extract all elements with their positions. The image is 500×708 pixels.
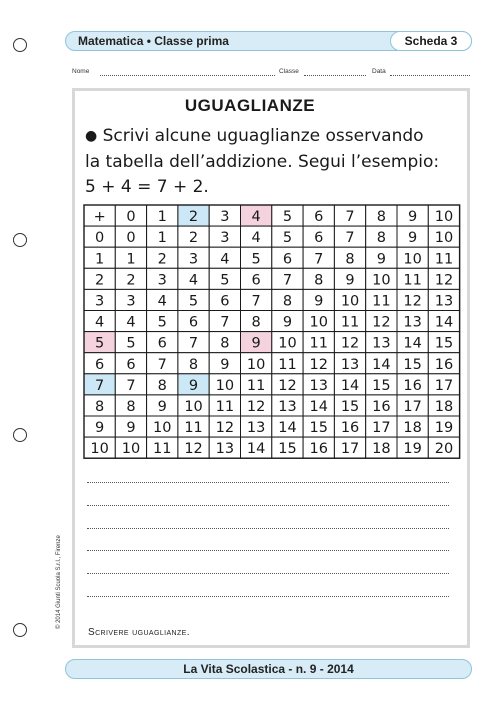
copyright-notice: © 2014 Giunti Scuola S.r.l., Firenze <box>56 535 62 629</box>
writing-line[interactable] <box>87 596 449 597</box>
table-cell: 6 <box>282 251 293 268</box>
table-column-header: 6 <box>314 209 324 226</box>
table-cell: 11 <box>434 251 454 268</box>
table-column-header: 4 <box>251 209 261 226</box>
table-cell: 4 <box>188 272 199 289</box>
subject-label: Matematica • Classe prima <box>78 34 229 48</box>
table-cell: 5 <box>282 230 293 247</box>
table-cell: 11 <box>309 335 328 352</box>
table-cell: 14 <box>372 356 391 373</box>
table-cell: 18 <box>434 398 454 415</box>
table-row-header: 7 <box>95 377 105 394</box>
instruction-line-3: 5 + 4 = 7 + 2. <box>85 177 209 197</box>
table-cell: 11 <box>403 272 422 289</box>
table-cell: 4 <box>157 293 167 310</box>
table-cell: 4 <box>126 314 136 331</box>
table-cell: 5 <box>126 335 136 352</box>
date-label: Data <box>372 68 386 75</box>
table-cell: 2 <box>188 230 199 247</box>
table-cell: 9 <box>314 293 324 310</box>
table-cell: 16 <box>340 420 360 437</box>
table-cell: 15 <box>278 441 297 458</box>
table-cell: 10 <box>121 441 141 458</box>
table-cell: 7 <box>282 272 293 289</box>
table-cell: 18 <box>372 441 391 458</box>
table-column-header: 9 <box>408 209 418 226</box>
instruction-line-2: la tabella dell’addizione. Segui l’esempio: <box>85 152 440 172</box>
table-cell: 17 <box>434 377 454 394</box>
table-cell: 13 <box>246 420 266 437</box>
table-cell: 12 <box>215 420 235 437</box>
table-cell: 7 <box>126 377 136 394</box>
table-cell: 17 <box>403 398 422 415</box>
table-cell: 6 <box>157 335 167 352</box>
table-cell: 9 <box>220 356 230 373</box>
table-cell: 14 <box>278 420 297 437</box>
table-cell: 12 <box>246 398 266 415</box>
table-column-header: 2 <box>188 209 199 226</box>
table-cell: 15 <box>309 420 328 437</box>
table-cell: 17 <box>340 441 360 458</box>
table-cell: 13 <box>215 441 235 458</box>
table-cell: 8 <box>314 272 324 289</box>
table-cell: 8 <box>220 335 230 352</box>
table-cell: 12 <box>403 293 422 310</box>
table-cell: 9 <box>126 420 136 437</box>
table-cell: 14 <box>309 398 328 415</box>
table-cell: 8 <box>376 230 386 247</box>
table-cell: 12 <box>372 314 391 331</box>
table-cell: 8 <box>282 293 293 310</box>
writing-line[interactable] <box>87 573 449 574</box>
table-cell: 3 <box>157 272 167 289</box>
name-label: Nome <box>72 68 90 75</box>
sheet-number-badge: Scheda 3 <box>390 31 472 51</box>
table-cell: 9 <box>251 335 261 352</box>
table-corner-plus: + <box>93 209 106 226</box>
table-cell: 14 <box>403 335 422 352</box>
table-row-header: 6 <box>95 356 105 373</box>
table-cell: 10 <box>153 420 172 437</box>
table-row-header: 0 <box>95 230 105 247</box>
table-cell: 4 <box>251 230 261 247</box>
table-cell: 12 <box>309 356 328 373</box>
table-cell: 6 <box>220 293 230 310</box>
writing-line[interactable] <box>87 550 449 551</box>
table-row-header: 3 <box>95 293 105 310</box>
table-column-header: 10 <box>434 209 454 226</box>
table-cell: 20 <box>434 441 454 458</box>
table-cell: 2 <box>157 251 167 268</box>
table-cell: 5 <box>188 293 199 310</box>
table-cell: 19 <box>403 441 422 458</box>
table-row-header: 1 <box>95 251 105 268</box>
table-cell: 15 <box>403 356 422 373</box>
table-cell: 10 <box>340 293 360 310</box>
table-column-header: 1 <box>157 209 167 226</box>
writing-line[interactable] <box>87 482 449 483</box>
table-column-header: 5 <box>282 209 293 226</box>
table-cell: 10 <box>215 377 235 394</box>
table-cell: 14 <box>434 314 454 331</box>
table-cell: 12 <box>278 377 297 394</box>
table-cell: 10 <box>403 251 422 268</box>
table-cell: 16 <box>434 356 454 373</box>
table-row-header: 9 <box>95 420 105 437</box>
table-cell: 11 <box>184 420 203 437</box>
table-cell: 4 <box>220 251 230 268</box>
table-cell: 10 <box>309 314 328 331</box>
table-cell: 6 <box>251 272 261 289</box>
table-cell: 16 <box>309 441 328 458</box>
table-cell: 3 <box>220 230 230 247</box>
table-cell: 5 <box>157 314 167 331</box>
table-cell: 10 <box>434 230 454 247</box>
table-cell: 8 <box>188 356 199 373</box>
table-cell: 7 <box>220 314 230 331</box>
table-cell: 1 <box>126 251 136 268</box>
table-cell: 16 <box>403 377 422 394</box>
bullet-icon: ● <box>85 128 98 144</box>
table-row-header: 4 <box>95 314 105 331</box>
table-cell: 9 <box>188 377 199 394</box>
table-cell: 10 <box>246 356 266 373</box>
table-cell: 13 <box>340 356 360 373</box>
table-cell: 6 <box>314 230 324 247</box>
table-cell: 15 <box>372 377 391 394</box>
table-cell: 9 <box>345 272 355 289</box>
table-cell: 6 <box>188 314 199 331</box>
table-cell: 7 <box>157 356 167 373</box>
table-cell: 13 <box>278 398 297 415</box>
table-cell: 15 <box>434 335 454 352</box>
table-row-header: 8 <box>95 398 105 415</box>
table-row-header: 2 <box>95 272 105 289</box>
table-cell: 17 <box>372 420 391 437</box>
writing-line[interactable] <box>87 505 449 506</box>
table-cell: 8 <box>251 314 261 331</box>
table-cell: 10 <box>278 335 297 352</box>
class-label: Classe <box>279 68 299 75</box>
table-cell: 9 <box>282 314 293 331</box>
table-column-header: 8 <box>376 209 386 226</box>
table-cell: 8 <box>126 398 136 415</box>
table-cell: 11 <box>215 398 235 415</box>
page-title: UGUAGLIANZE <box>184 96 316 115</box>
footer-bar: La Vita Scolastica - n. 9 - 2014 <box>65 659 472 679</box>
table-cell: 14 <box>246 441 266 458</box>
table-cell: 0 <box>126 230 136 247</box>
table-cell: 9 <box>376 251 386 268</box>
table-cell: 7 <box>251 293 261 310</box>
table-cell: 11 <box>372 293 391 310</box>
table-cell: 14 <box>340 377 360 394</box>
table-cell: 7 <box>314 251 324 268</box>
table-cell: 15 <box>340 398 360 415</box>
table-cell: 12 <box>340 335 360 352</box>
table-cell: 11 <box>340 314 360 331</box>
table-cell: 11 <box>278 356 297 373</box>
table-column-header: 0 <box>126 209 136 226</box>
table-cell: 6 <box>126 356 136 373</box>
table-cell: 5 <box>251 251 261 268</box>
table-cell: 8 <box>157 377 167 394</box>
table-cell: 16 <box>372 398 391 415</box>
table-row-header: 5 <box>95 335 105 352</box>
table-cell: 8 <box>345 251 355 268</box>
table-cell: 9 <box>408 230 418 247</box>
table-cell: 9 <box>157 398 167 415</box>
table-cell: 12 <box>434 272 454 289</box>
table-column-header: 7 <box>345 209 355 226</box>
table-cell: 19 <box>434 420 454 437</box>
writing-line[interactable] <box>87 528 449 529</box>
table-cell: 13 <box>309 377 328 394</box>
table-cell: 12 <box>184 441 203 458</box>
table-cell: 13 <box>403 314 422 331</box>
table-row-header: 10 <box>90 441 109 458</box>
table-cell: 10 <box>372 272 391 289</box>
table-column-header: 3 <box>220 209 230 226</box>
table-cell: 7 <box>345 230 355 247</box>
exercise-caption: Scrivere uguaglianze. <box>88 627 190 638</box>
table-cell: 3 <box>188 251 199 268</box>
table-cell: 7 <box>188 335 199 352</box>
table-cell: 11 <box>246 377 266 394</box>
table-cell: 2 <box>126 272 136 289</box>
table-cell: 13 <box>372 335 391 352</box>
table-cell: 18 <box>403 420 422 437</box>
table-cell: 13 <box>434 293 454 310</box>
table-cell: 11 <box>153 441 172 458</box>
instruction-line-1: Scrivi alcune uguaglianze osservando <box>102 126 424 146</box>
table-cell: 3 <box>126 293 136 310</box>
table-cell: 10 <box>184 398 203 415</box>
table-cell: 5 <box>220 272 230 289</box>
table-cell: 1 <box>157 230 167 247</box>
